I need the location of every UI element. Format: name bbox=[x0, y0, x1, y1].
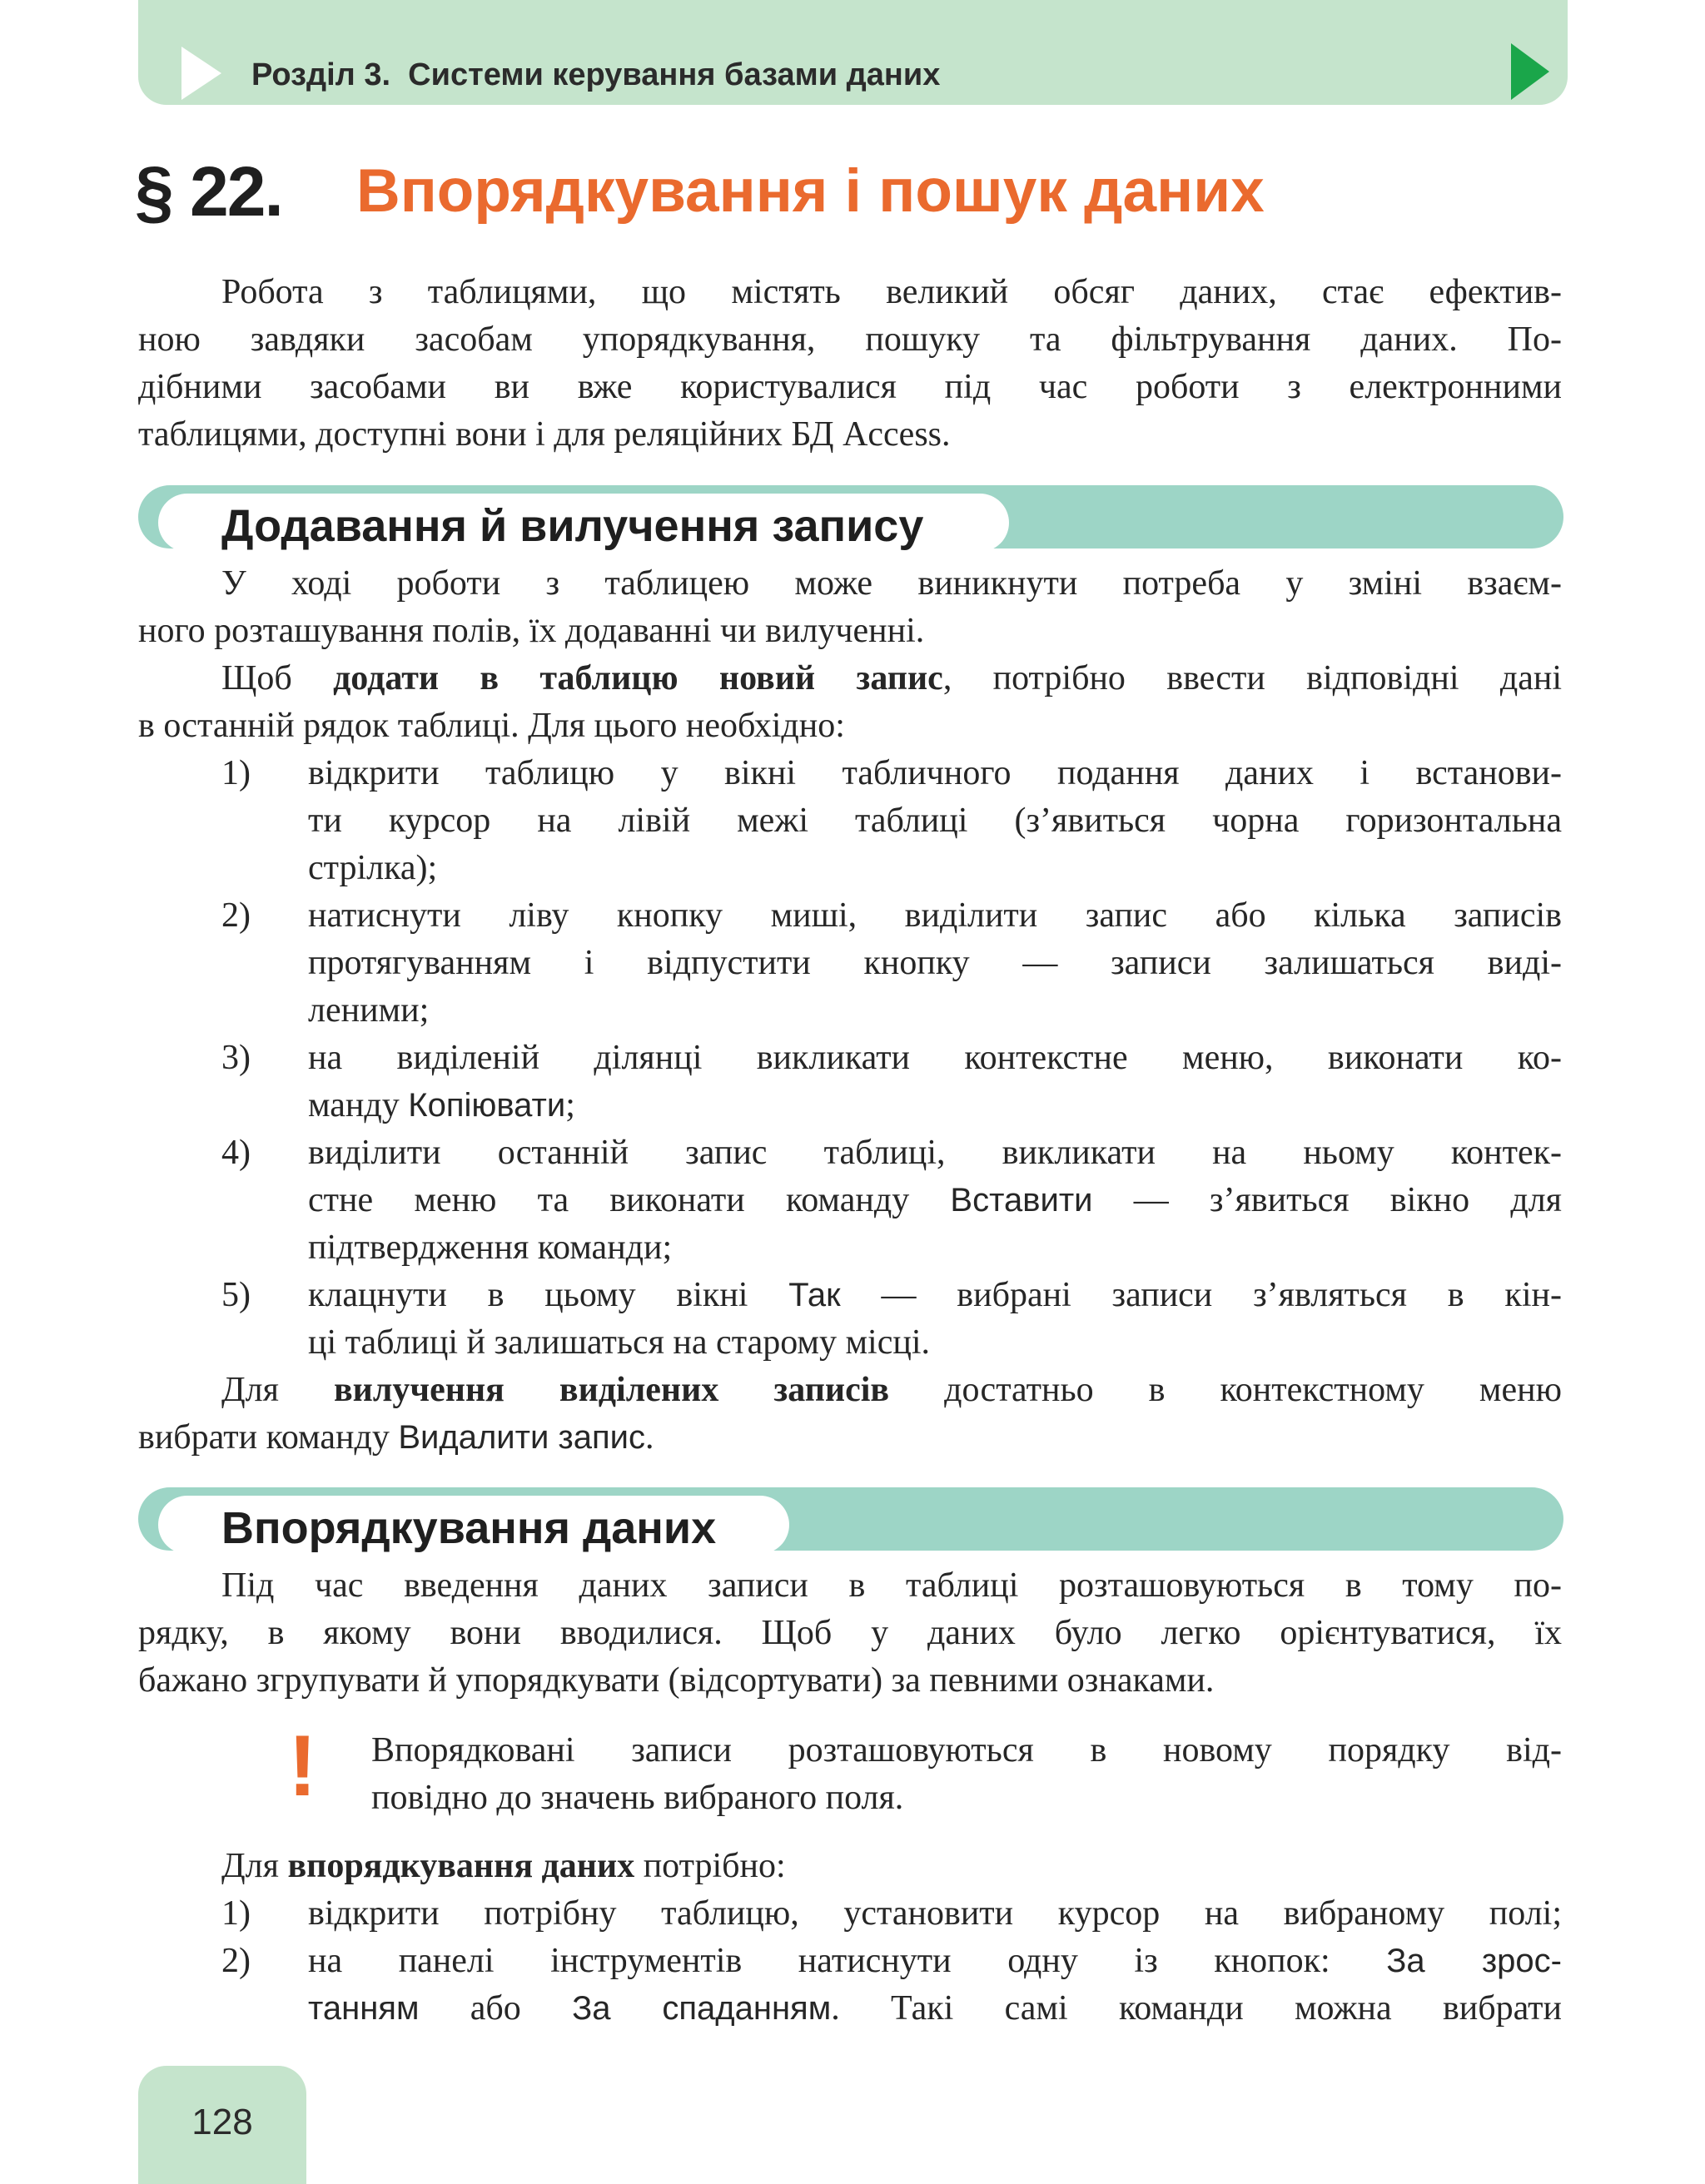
list-number: 1) bbox=[221, 1894, 251, 1933]
list-item-line: натиснути ліву кнопку миші, виділити запис або кілька записів bbox=[308, 896, 1562, 935]
text-line: У ході роботи з таблицею може виникнути потреба у зміні взаєм- bbox=[221, 564, 1562, 603]
list-item-line: на виділеній ділянці викликати контекстне меню, виконати ко- bbox=[308, 1039, 1562, 1077]
text-line: вибрати команду Видалити запис. bbox=[138, 1418, 654, 1457]
command-name: За спаданням bbox=[572, 1990, 832, 2027]
note-line: повідно до значень вибраного поля. bbox=[371, 1779, 904, 1817]
list-item-line: танням або За спаданням. Такі самі команди можна вибрати bbox=[308, 1989, 1563, 2028]
command-name: Вставити bbox=[950, 1182, 1093, 1219]
text-line: Для впорядкування даних потрібно: bbox=[221, 1847, 786, 1885]
text-line: в останній рядок таблиці. Для цього необхідно: bbox=[138, 707, 845, 745]
list-number: 5) bbox=[221, 1276, 251, 1314]
bold-term: впорядкування даних bbox=[287, 1847, 635, 1885]
list-number: 4) bbox=[221, 1134, 251, 1172]
list-number: 2) bbox=[221, 896, 251, 935]
section-number: § 22. bbox=[135, 152, 282, 231]
list-item-line: манду Копіювати; bbox=[308, 1086, 575, 1124]
list-item-line: стрілка); bbox=[308, 849, 438, 887]
intro-line: Робота з таблицями, що містять великий обсяг даних, стає ефектив- bbox=[221, 273, 1562, 311]
text-line: Щоб додати в таблицю новий запис, потрібно ввести відповідні дані bbox=[221, 659, 1562, 697]
chapter-title: Розділ 3. Системи керування базами даних bbox=[251, 57, 941, 92]
note-line: Впорядковані записи розташовуються в новому порядку від- bbox=[371, 1731, 1562, 1770]
intro-line: ною завдяки засобам упорядкування, пошуку та фільтрування даних. По- bbox=[138, 320, 1562, 359]
bold-term: вилучення виділених записів bbox=[333, 1371, 890, 1409]
command-name: Видалити запис bbox=[398, 1419, 645, 1456]
list-item-line: ці таблиці й залишаться на старому місці. bbox=[308, 1323, 931, 1362]
section-title: Впорядкування і пошук даних bbox=[356, 157, 1265, 225]
list-number: 3) bbox=[221, 1039, 251, 1077]
command-name: За зрос- bbox=[1386, 1943, 1562, 1979]
bold-term: додати в таблицю новий запис bbox=[333, 659, 943, 697]
list-item-line: ти курсор на лівій межі таблиці (з’явиться чорна горизонтальна bbox=[308, 802, 1562, 840]
text-line: Під час введення даних записи в таблиці розташовуються в тому по- bbox=[221, 1566, 1562, 1605]
list-number: 2) bbox=[221, 1942, 251, 1980]
next-arrow-icon bbox=[1511, 43, 1549, 100]
exclamation-icon: ! bbox=[288, 1718, 317, 1814]
list-item-line: протягуванням і відпустити кнопку — записи залишаться виді- bbox=[308, 944, 1562, 982]
list-item-line: відкрити потрібну таблицю, установити курсор на вибраному полі; bbox=[308, 1894, 1562, 1933]
list-number: 1) bbox=[221, 754, 251, 792]
list-item-line: виділити останній запис таблиці, викликати на ньому контек- bbox=[308, 1134, 1562, 1172]
text-line: бажано згрупувати й упорядкувати (відсортувати) за певними ознаками. bbox=[138, 1661, 1215, 1700]
list-item-line: на панелі інструментів натиснути одну із кнопок: За зрос- bbox=[308, 1942, 1562, 1980]
list-item-line: леними; bbox=[308, 991, 430, 1030]
page-number: 128 bbox=[191, 2102, 253, 2142]
text-line: ного розташування полів, їх додаванні чи вилученні. bbox=[138, 612, 925, 650]
command-name: Копіювати bbox=[408, 1087, 566, 1124]
subsection-title: Впорядкування даних bbox=[221, 1503, 717, 1553]
subsection-title: Додавання й вилучення запису bbox=[221, 501, 924, 551]
list-item-line: підтвердження команди; bbox=[308, 1228, 673, 1267]
text-line: рядку, в якому вони вводилися. Щоб у даних було легко орієнтуватися, їх bbox=[138, 1614, 1562, 1652]
chapter-marker-icon bbox=[181, 47, 223, 100]
text-line: Для вилучення виділених записів достатньо в контекстному меню bbox=[221, 1371, 1562, 1409]
list-item-line: стне меню та виконати команду Вставити — з’явиться вікно для bbox=[308, 1181, 1563, 1219]
list-item-line: клацнути в цьому вікні Так — вибрані записи з’являться в кін- bbox=[308, 1276, 1562, 1314]
list-item-line: відкрити таблицю у вікні табличного подання даних і встанови- bbox=[308, 754, 1562, 792]
intro-line: дібними засобами ви вже користувалися під час роботи з електронними bbox=[138, 368, 1562, 406]
command-name: танням bbox=[308, 1990, 420, 2027]
intro-line: таблицями, доступні вони і для реляційних БД Access. bbox=[138, 415, 951, 454]
command-name: Так bbox=[788, 1277, 841, 1313]
